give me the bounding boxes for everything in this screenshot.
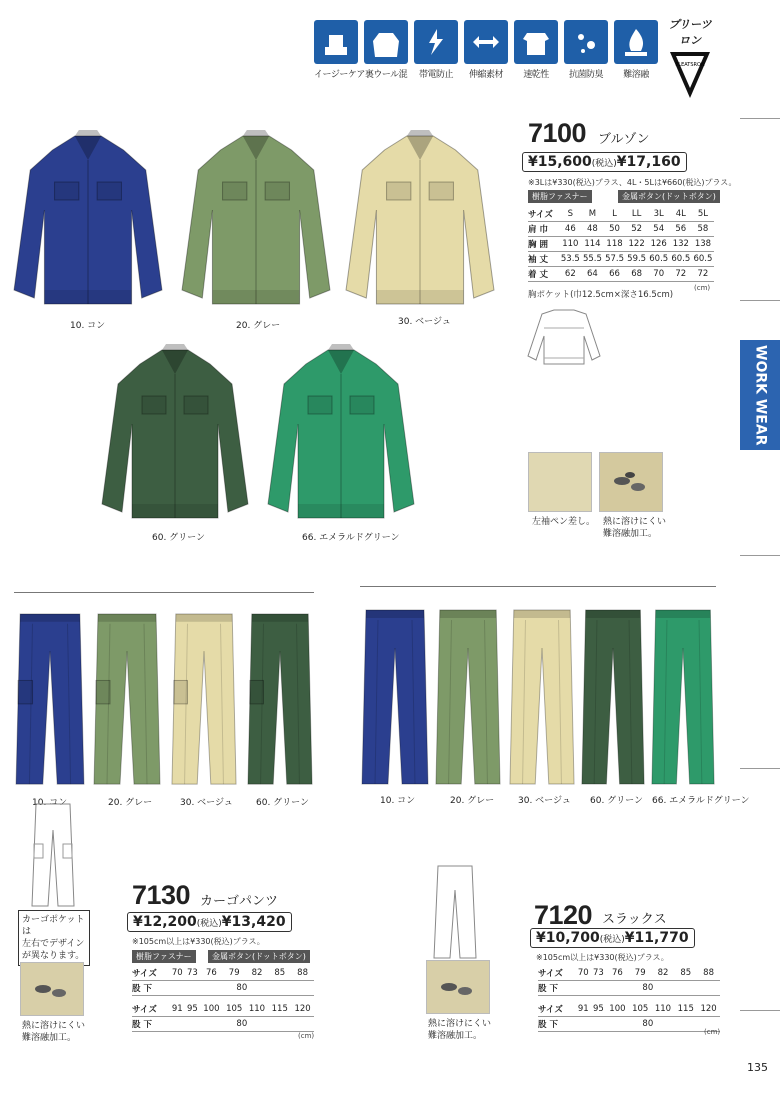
table-cell: 52 [626,222,648,237]
table-cell: 62 [559,267,581,282]
jacket-photo [344,130,496,310]
section-divider [14,592,314,593]
wool-lining-icon [364,20,408,64]
table-cell: 95 [185,1002,200,1017]
table-cell: 79 [629,966,652,981]
fastener-tag: 樹脂ファスナー [132,950,196,963]
table-cell: 115 [674,1002,697,1017]
color-caption: 30. ベージュ [398,317,451,327]
fabric-detail-photo [599,452,663,512]
table-row [538,1016,720,1031]
table-cell: 60.5 [670,252,692,267]
table-cell: 114 [581,237,603,252]
feature-item [614,20,658,80]
size-table [528,207,714,282]
row-header: 股 下 [538,981,576,996]
color-caption: 66. エメラルドグリーン [302,533,400,543]
pen-pocket-photo [528,452,592,512]
unit-label: (cm) [704,1028,721,1036]
jacket-photo [100,344,250,524]
table-row [528,222,714,237]
row-header: 胸 囲 [528,237,559,252]
feature-label: 速乾性 [523,70,549,80]
jacket-photo [266,344,416,524]
table-cell: 5L [692,207,714,222]
tax-label: (税込) [591,159,617,169]
color-caption: 10. コン [70,321,106,331]
detail-caption: 熱に溶けにくい 難溶融加工。 [603,517,667,539]
margin-tick [740,300,780,301]
color-caption: 20. グレー [236,321,281,331]
table-cell: M [581,207,603,222]
table-cell: 88 [697,966,720,981]
product-name: カーゴパンツ [200,894,279,909]
table-row [132,1002,314,1017]
table-cell: 4L [670,207,692,222]
color-caption: 20. グレー [108,798,153,808]
table-cell: 59.5 [626,252,648,267]
brand-name: プリーツロン [668,18,712,47]
color-caption: 10. コン [380,796,416,806]
table-row [132,966,314,981]
fabric-detail-photo [20,962,84,1016]
price-with-tax: ¥17,160 [616,154,681,170]
product-number: 7130 [132,880,191,910]
slacks-photo [580,608,646,788]
table-cell: 58 [692,222,714,237]
table-cell: 56 [670,222,692,237]
unit-label: (cm) [298,1032,315,1040]
jacket-photo [180,130,332,310]
feature-label: イージーケア [314,70,365,80]
table-cell: 72 [670,267,692,282]
table-cell: 70 [576,966,591,981]
work-wear-tab: WORK WEAR [740,340,780,450]
table-cell: 60.5 [648,252,670,267]
brand-triangle-icon [668,50,712,100]
jacket-photo [12,130,164,310]
table-row [528,237,714,252]
table-row [132,1016,314,1031]
cargo-pants-photo [14,612,86,788]
cargo-pants-sketch [28,800,78,910]
margin-tick [740,1010,780,1011]
antibacterial-icon [564,20,608,64]
fastener-tag: 樹脂ファスナー [528,190,592,203]
table-cell: 105 [629,1002,652,1017]
jacket-back-sketch [522,306,606,366]
margin-tick [740,555,780,556]
slacks-photo [360,608,430,788]
slacks-photo [650,608,716,788]
stretch-icon [464,20,508,64]
table-cell: 76 [606,966,629,981]
product-number: 7100 [528,118,587,148]
table-row [528,252,714,267]
row-header: 肩 巾 [528,222,559,237]
price: ¥10,700 [536,930,600,946]
feature-item [514,20,558,80]
antistatic-icon [414,20,458,64]
price-with-tax: ¥11,770 [624,930,689,946]
table-cell: 60.5 [692,252,714,267]
feature-item [364,20,408,80]
feature-item [464,20,508,80]
tax-label: (税込) [599,935,625,945]
slacks-sketch [430,862,480,962]
cargo-pocket-callout: カーゴポケットは 左右でデザイン が異なります。 [18,910,90,966]
price-box [127,912,292,932]
feature-icons [314,20,658,80]
margin-tick [740,768,780,769]
table-cell: 76 [200,966,223,981]
row-header: 股 下 [132,1016,170,1031]
fabric-detail-photo [426,960,490,1014]
price: ¥12,200 [133,914,197,930]
table-cell: 110 [559,237,581,252]
feature-item [414,20,458,80]
color-caption: 20. グレー [450,796,495,806]
feature-label: 難溶融 [623,70,649,80]
table-cell: 79 [223,966,246,981]
feature-label: 抗菌防臭 [568,70,603,80]
row-header: 股 下 [132,981,170,996]
table-cell: 73 [185,966,200,981]
table-cell: 68 [626,267,648,282]
table-cell: 57.5 [603,252,625,267]
button-tag: 金属ボタン(ドットボタン) [208,950,310,963]
easy-care-icon [314,20,358,64]
feature-label: 裏ウール混 [364,70,408,80]
table-cell: 91 [576,1002,591,1017]
table-cell: 82 [246,966,269,981]
feature-label: 伸縮素材 [468,70,503,80]
slacks-photo [434,608,502,788]
table-cell: 132 [670,237,692,252]
size-table [132,966,314,1032]
cargo-pants-photo [92,612,162,788]
table-cell: 80 [170,1016,314,1031]
row-header: 袖 丈 [528,252,559,267]
table-cell: 88 [291,966,314,981]
svg-text:PLEATSRON: PLEATSRON [675,62,705,68]
table-cell: L [603,207,625,222]
product-name: ブルゾン [598,132,650,147]
color-caption: 30. ベージュ [518,796,571,806]
table-cell: 85 [268,966,291,981]
flame-resistant-icon [614,20,658,64]
table-cell: 46 [559,222,581,237]
row-header: サイズ [132,1002,170,1017]
table-cell: 95 [591,1002,606,1017]
table-row [528,267,714,282]
margin-tick [740,118,780,119]
table-cell: 64 [581,267,603,282]
table-cell: 80 [576,981,720,996]
row-header: サイズ [538,1002,576,1017]
brand-logo [664,16,716,104]
table-cell: 138 [692,237,714,252]
feature-item [314,20,365,80]
feature-item [564,20,608,80]
table-cell: 48 [581,222,603,237]
table-row [538,1002,720,1017]
table-row [538,981,720,996]
detail-caption: 熱に溶けにくい 難溶融加工。 [428,1019,492,1041]
row-header: サイズ [132,966,170,981]
table-cell: 115 [268,1002,291,1017]
quick-dry-icon [514,20,558,64]
table-cell: S [559,207,581,222]
cargo-pants-photo [170,612,238,788]
price-note: ※105cm以上は¥330(税込)プラス。 [132,937,265,946]
table-cell: 53.5 [559,252,581,267]
tax-label: (税込) [196,919,222,929]
feature-label: 帯電防止 [418,70,453,80]
detail-caption: 熱に溶けにくい 難溶融加工。 [22,1021,86,1043]
price-with-tax: ¥13,420 [221,914,286,930]
unit-label: (cm) [694,284,711,292]
table-cell: 3L [648,207,670,222]
table-row [528,207,714,222]
price-note: ※3Lは¥330(税込)プラス、4L・5Lは¥660(税込)プラス。 [528,178,737,187]
color-caption: 66. エメラルドグリーン [652,796,750,806]
color-caption: 10. コン [32,798,68,808]
table-cell: 120 [291,1002,314,1017]
table-cell: 66 [603,267,625,282]
table-cell: 54 [648,222,670,237]
row-header: 着 丈 [528,267,559,282]
table-cell: 80 [170,981,314,996]
table-cell: 122 [626,237,648,252]
color-caption: 30. ベージュ [180,798,233,808]
detail-caption: 左袖ペン差し。 [532,517,596,527]
table-cell: 110 [652,1002,675,1017]
table-cell: 126 [648,237,670,252]
color-caption: 60. グリーン [256,798,309,808]
table-cell: 55.5 [581,252,603,267]
row-header: サイズ [528,207,559,222]
button-tag: 金属ボタン(ドットボタン) [618,190,720,203]
row-header: 股 下 [538,1016,576,1031]
price-box [522,152,687,172]
table-cell: 70 [648,267,670,282]
table-cell: 70 [170,966,185,981]
product-name: スラックス [602,912,667,927]
table-cell: 85 [674,966,697,981]
product-number: 7120 [534,900,593,930]
price-box [530,928,695,948]
table-cell: 82 [652,966,675,981]
table-cell: 118 [603,237,625,252]
cargo-pants-photo [246,612,314,788]
table-row [538,966,720,981]
slacks-photo [508,608,576,788]
table-cell: 50 [603,222,625,237]
page-number: 135 [747,1061,768,1074]
table-cell: 80 [576,1016,720,1031]
color-caption: 60. グリーン [590,796,643,806]
pocket-note: 胸ポケット(巾12.5cm×深さ16.5cm) [528,290,674,300]
price: ¥15,600 [528,154,592,170]
price-note: ※105cm以上は¥330(税込)プラス。 [536,953,669,962]
table-cell: LL [626,207,648,222]
table-cell: 110 [246,1002,269,1017]
table-cell: 100 [200,1002,223,1017]
section-divider [360,586,716,587]
table-cell: 73 [591,966,606,981]
color-caption: 60. グリーン [152,533,205,543]
row-header: サイズ [538,966,576,981]
table-row [132,981,314,996]
table-cell: 120 [697,1002,720,1017]
table-cell: 100 [606,1002,629,1017]
table-cell: 72 [692,267,714,282]
table-cell: 105 [223,1002,246,1017]
size-table [538,966,720,1032]
table-cell: 91 [170,1002,185,1017]
